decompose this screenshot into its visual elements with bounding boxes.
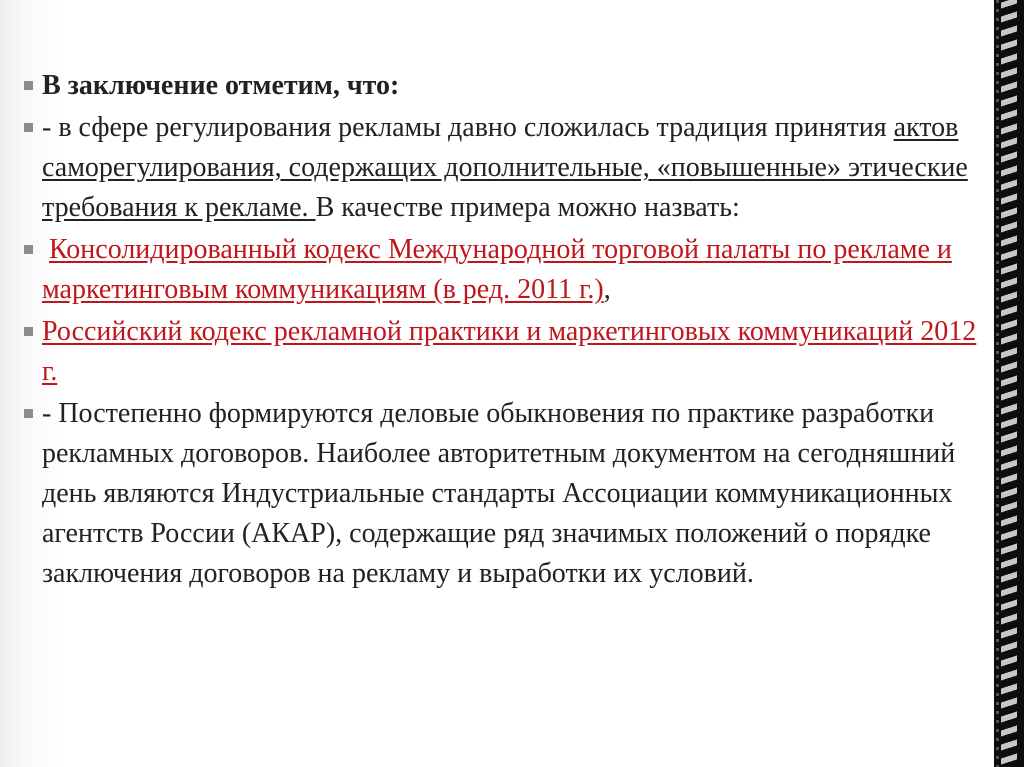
- paragraph-text: - Постепенно формируются деловые обыкновения по практике разработки рекламных договоров. Наиболее авторитетным документом на сегодняшний день являются Индустриальные стандарты Ассоциации коммуникационных агентств России (АКАР), содержащие ряд значимых положений о порядке заключения договоров на рекламу и выработки их условий.: [42, 398, 956, 589]
- intro-heading: В заключение отметим, что:: [42, 70, 400, 101]
- bullet-square-icon: [24, 245, 33, 254]
- russian-code-link[interactable]: Российский кодекс рекламной практики и маркетинговых коммуникаций 2012 г.: [42, 316, 977, 387]
- film-frames: [1001, 0, 1017, 767]
- bullet-square-icon: [24, 327, 33, 336]
- bullet-square-icon: [24, 123, 33, 132]
- bullet-square-icon: [24, 409, 33, 418]
- icc-code-link[interactable]: Консолидированный кодекс Международной торговой палаты по рекламе и маркетинговым коммуникациям (в ред. 2011 г.): [42, 234, 952, 305]
- link-suffix: ,: [603, 274, 611, 305]
- underlined-text: актов саморегулирования, содержащих дополнительные, «повышенные» этические требования к рекламе.: [42, 112, 968, 223]
- list-item: [22, 66, 982, 106]
- list-item: [22, 394, 982, 594]
- bullet-list: [22, 66, 982, 594]
- film-perforation: [996, 0, 999, 767]
- list-item: [22, 312, 982, 392]
- bullet-square-icon: [24, 81, 33, 90]
- film-strip-border: [994, 0, 1024, 767]
- list-item: [22, 230, 982, 310]
- list-item: [22, 108, 982, 228]
- paragraph-text-end: В качестве примера можно назвать:: [315, 192, 740, 223]
- paragraph-text: - в сфере регулирования рекламы давно сложилась традиция принятия: [42, 112, 894, 143]
